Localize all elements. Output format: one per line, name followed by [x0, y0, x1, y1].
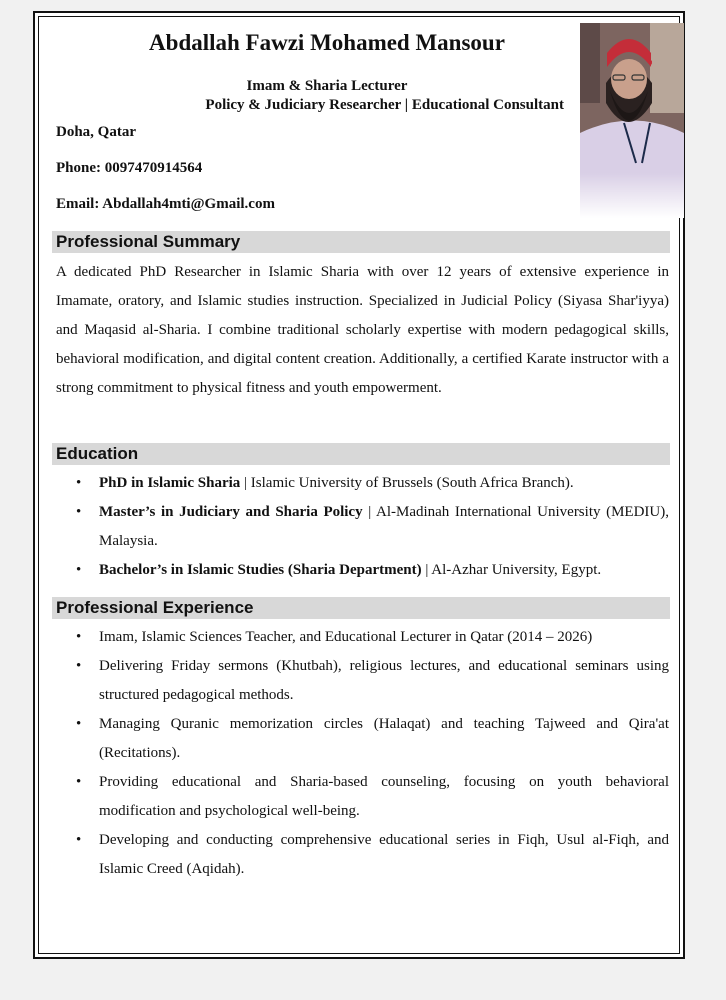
bullet-icon: • — [76, 774, 82, 790]
contact-location: Doha, Qatar — [56, 124, 136, 140]
profile-photo — [580, 23, 684, 218]
education-degree: Bachelor’s in Islamic Studies (Sharia Department) — [99, 562, 422, 578]
education-detail: | Islamic University of Brussels (South Africa Branch). — [240, 475, 574, 491]
list-item — [56, 826, 669, 884]
bullet-icon: • — [76, 562, 82, 578]
resume-name — [104, 30, 550, 56]
education-detail: | Al-Madinah International University (MEDIU), Malaysia. — [99, 504, 669, 549]
list-item — [56, 498, 669, 556]
experience-text: Managing Quranic memorization circles (Halaqat) and teaching Tajweed and Qira'at (Recitations). — [99, 716, 669, 761]
section-header-education: Education — [52, 443, 670, 465]
education-degree: Master’s in Judiciary and Sharia Policy — [99, 504, 363, 520]
experience-text: Developing and conducting comprehensive educational series in Fiqh, Usul al-Fiqh, and Islamic Creed (Aqidah). — [99, 832, 669, 877]
experience-list — [56, 623, 669, 884]
education-detail: | Al-Azhar University, Egypt. — [421, 562, 602, 578]
bullet-icon: • — [76, 504, 82, 520]
contact-email: Email: Abdallah4mti@Gmail.com — [56, 196, 275, 212]
experience-text: Providing educational and Sharia-based counseling, focusing on youth behavioral modification and psychological well-being. — [99, 774, 669, 819]
bullet-icon: • — [76, 629, 82, 645]
subtitle-role: Imam & Sharia Lecturer — [246, 78, 408, 94]
summary-text: A dedicated PhD Researcher in Islamic Sharia with over 12 years of extensive experience in Imamate, oratory, and Islamic studies instruction. Specialized in Judicial Policy (Siyasa Shar'iyya) and Maqasid al-Sharia. I combine traditional scholarly expertise with modern pedagogical skills, behavioral modification, and digital content creation. Additionally, a certified Karate instructor with a strong commitment to physical fitness and youth empowerment. — [56, 264, 669, 396]
list-item — [56, 556, 669, 585]
section-header-experience: Professional Experience — [52, 597, 670, 619]
bullet-icon: • — [76, 832, 82, 848]
experience-text: Imam, Islamic Sciences Teacher, and Educational Lecturer in Qatar (2014 – 2026) — [99, 629, 593, 645]
bullet-icon: • — [76, 658, 82, 674]
list-item — [56, 710, 669, 768]
list-item — [56, 623, 669, 652]
name-text: Abdallah Fawzi Mohamed Mansour — [149, 30, 505, 55]
education-list — [56, 469, 669, 585]
list-item — [56, 469, 669, 498]
bullet-icon: • — [76, 475, 82, 491]
bullet-icon: • — [76, 716, 82, 732]
section-header-summary: Professional Summary — [52, 231, 670, 253]
education-degree: PhD in Islamic Sharia — [99, 475, 241, 491]
list-item — [56, 768, 669, 826]
subtitle-specialties: Policy & Judiciary Researcher | Educational Consultant — [205, 97, 564, 113]
contact-phone: Phone: 0097470914564 — [56, 160, 203, 176]
profile-photo-art — [580, 23, 684, 218]
experience-text: Delivering Friday sermons (Khutbah), religious lectures, and educational seminars using structured pedagogical methods. — [99, 658, 669, 703]
list-item — [56, 652, 669, 710]
